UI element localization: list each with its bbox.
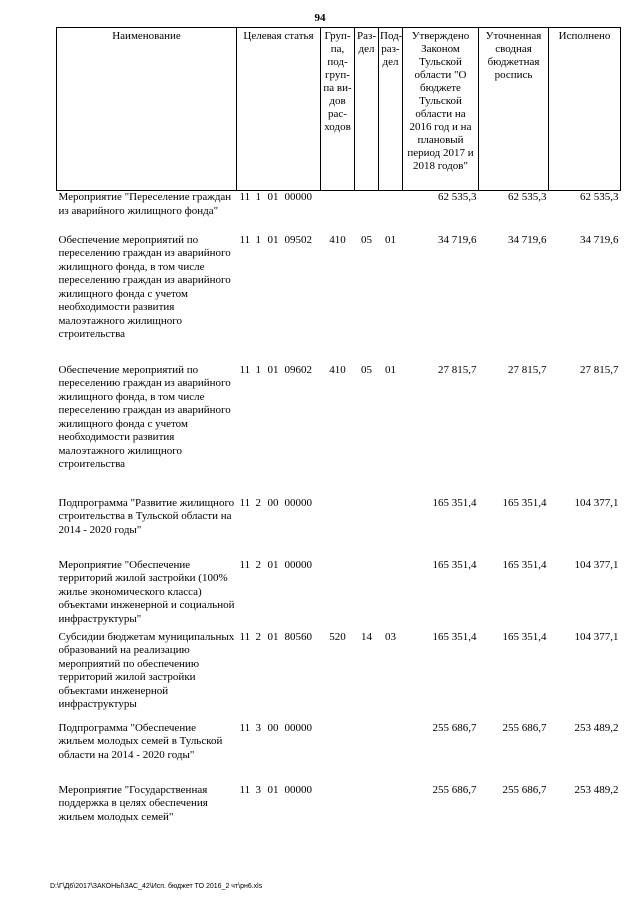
row-group	[321, 722, 355, 784]
row-target-code	[237, 784, 321, 839]
row-executed: 104 377,1	[574, 558, 619, 571]
row-target-code	[237, 631, 321, 722]
row-approved: 165 351,4	[432, 558, 477, 571]
code-part: 00000	[284, 496, 312, 509]
row-target-code	[237, 191, 321, 234]
row-executed: 104 377,1	[574, 630, 619, 643]
code-part: 11	[239, 558, 251, 571]
code-part: 00000	[284, 783, 312, 796]
row-executed: 253 489,2	[574, 721, 619, 734]
code-part: 11	[239, 233, 251, 246]
page-number: 94	[314, 12, 326, 24]
row-target-code	[237, 364, 321, 497]
row-section: 05	[361, 233, 372, 246]
table-row	[57, 191, 621, 234]
table-row	[57, 631, 621, 722]
row-name: Обеспечение мероприятий по переселению граждан из аварийного жилищного фонда, в том числе переселению граждан из аварийного жилищного фонда с учетом необходимости развития малоэтажного жилищного строительства	[58, 363, 231, 470]
code-part: 09602	[284, 363, 312, 376]
col-approved-header: Утверждено Законом Тульской области "О бюджете Тульской области на 2016 год и на плановый период 2017 и 2018 годов"	[403, 28, 479, 191]
row-name: Подпрограмма "Развитие жилищного строительства в Тульской области на 2014 - 2020 годы"	[58, 496, 235, 536]
row-approved: 165 351,4	[432, 630, 477, 643]
code-part: 01	[267, 191, 279, 203]
row-executed: 34 719,6	[580, 233, 619, 246]
code-part: 3	[255, 721, 261, 734]
row-subsection: 01	[385, 363, 396, 376]
row-refined: 255 686,7	[502, 721, 547, 734]
row-executed: 27 815,7	[580, 363, 619, 376]
code-part: 11	[239, 630, 251, 643]
col-group-header: Груп-па, под-груп-па ви-дов рас-ходов	[321, 28, 355, 191]
row-subsection: 03	[385, 630, 396, 643]
table-row	[57, 559, 621, 631]
row-subsection	[379, 722, 403, 784]
table-row	[57, 497, 621, 559]
code-part: 80560	[284, 630, 312, 643]
row-name: Подпрограмма "Обеспечение жильем молодых семей в Тульской области на 2014 - 2020 годы"	[58, 721, 223, 761]
row-subsection	[379, 784, 403, 839]
row-subsection: 01	[385, 233, 396, 246]
code-part: 1	[255, 233, 261, 246]
row-refined: 165 351,4	[502, 496, 547, 509]
code-part: 11	[239, 363, 251, 376]
row-target-code	[237, 497, 321, 559]
table-row	[57, 722, 621, 784]
row-target-code	[237, 234, 321, 364]
row-subsection	[379, 559, 403, 631]
code-part: 11	[239, 191, 251, 203]
row-group	[321, 191, 355, 234]
col-subsection-header: Под-раз-дел	[379, 28, 403, 191]
code-part: 09502	[284, 233, 312, 246]
code-part: 11	[239, 721, 251, 734]
code-part: 00000	[284, 191, 312, 203]
code-part: 2	[255, 558, 261, 571]
row-name: Обеспечение мероприятий по переселению граждан из аварийного жилищного фонда, в том числе переселению граждан из аварийного жилищного фонда с учетом необходимости развития малоэтажного жилищного строительства	[58, 233, 231, 340]
row-executed: 253 489,2	[574, 783, 619, 796]
code-part: 3	[255, 783, 261, 796]
code-part: 11	[239, 783, 251, 796]
row-section	[355, 191, 379, 234]
row-section: 14	[361, 630, 372, 643]
row-group: 410	[329, 363, 346, 376]
code-part: 00000	[284, 721, 312, 734]
row-subsection	[379, 497, 403, 559]
row-refined: 255 686,7	[502, 783, 547, 796]
code-part: 01	[267, 783, 279, 796]
row-group: 520	[329, 630, 346, 643]
budget-table	[56, 27, 621, 839]
code-part: 00000	[284, 558, 312, 571]
row-approved: 34 719,6	[438, 233, 477, 246]
row-refined: 165 351,4	[502, 558, 547, 571]
table-row	[57, 234, 621, 364]
row-group	[321, 784, 355, 839]
row-section	[355, 784, 379, 839]
code-part: 01	[267, 630, 279, 643]
row-target-code	[237, 559, 321, 631]
row-approved: 165 351,4	[432, 496, 477, 509]
code-part: 01	[267, 558, 279, 571]
row-section	[355, 722, 379, 784]
row-group	[321, 497, 355, 559]
table-row	[57, 364, 621, 497]
row-target-code	[237, 722, 321, 784]
col-refined-header: Уточненная сводная бюджетная роспись	[479, 28, 549, 191]
row-subsection	[379, 191, 403, 234]
row-approved: 255 686,7	[432, 721, 477, 734]
table-header	[57, 28, 621, 191]
row-section	[355, 559, 379, 631]
code-part: 00	[267, 496, 279, 509]
row-refined: 62 535,3	[508, 191, 547, 203]
code-part: 1	[255, 191, 261, 203]
col-executed-header: Исполнено	[549, 28, 621, 191]
footer-file-path: D:\Г\Д6\2017\ЗАКОНЫ\ЗАС_42\Исп. бюджет ТО 2016_2 чт\рн6.xls	[50, 883, 263, 890]
code-part: 00	[267, 721, 279, 734]
row-section: 05	[361, 363, 372, 376]
code-part: 01	[267, 233, 279, 246]
row-approved: 27 815,7	[438, 363, 477, 376]
code-part: 11	[239, 496, 251, 509]
row-refined: 34 719,6	[508, 233, 547, 246]
table-row	[57, 784, 621, 839]
row-executed: 104 377,1	[574, 496, 619, 509]
row-name: Мероприятие "Обеспечение территорий жилой застройки (100% жилье экономического класса) объектами инженерной и социальной инфраструктуры"	[58, 558, 235, 625]
row-section	[355, 497, 379, 559]
row-refined: 27 815,7	[508, 363, 547, 376]
code-part: 2	[255, 630, 261, 643]
row-executed: 62 535,3	[580, 191, 619, 203]
row-name: Субсидии бюджетам муниципальных образований на реализацию мероприятий по обеспечению территорий жилой застройки объектами инженерной инфраструктуры	[58, 630, 235, 710]
col-target-header: Целевая статья	[237, 28, 321, 191]
code-part: 01	[267, 363, 279, 376]
row-name: Мероприятие "Государственная поддержка в целях обеспечения жильем молодых семей"	[58, 783, 208, 823]
row-approved: 62 535,3	[438, 191, 477, 203]
row-approved: 255 686,7	[432, 783, 477, 796]
row-group: 410	[329, 233, 346, 246]
row-name: Мероприятие "Переселение граждан из аварийного жилищного фонда"	[58, 191, 232, 217]
code-part: 2	[255, 496, 261, 509]
col-name-header: Наименование	[57, 28, 237, 191]
code-part: 1	[255, 363, 261, 376]
col-section-header: Раз-дел	[355, 28, 379, 191]
row-refined: 165 351,4	[502, 630, 547, 643]
row-group	[321, 559, 355, 631]
